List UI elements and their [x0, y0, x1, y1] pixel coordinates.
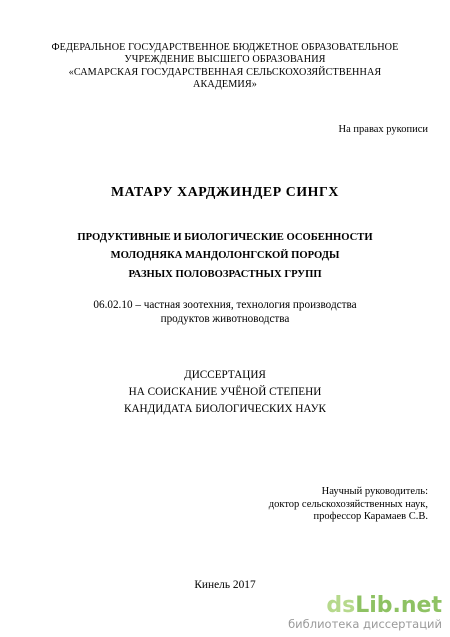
watermark-logo [288, 595, 442, 617]
institution-line: ФЕДЕРАЛЬНОЕ ГОСУДАРСТВЕННОЕ БЮДЖЕТНОЕ ОБРАЗОВАТЕЛЬНОЕ [51, 42, 399, 53]
title-line: ПРОДУКТИВНЫЕ И БИОЛОГИЧЕСКИЕ ОСОБЕННОСТИ [77, 232, 373, 243]
watermark [288, 595, 442, 631]
supervisor-line: доктор сельскохозяйственных наук, [268, 498, 428, 510]
city-year: Кинель 2017 [194, 579, 256, 591]
supervisor-block [269, 486, 428, 524]
supervisor-line: Научный руководитель: [321, 486, 428, 497]
specialty-line: 06.02.10 – частная зоотехния, технология производства [93, 299, 357, 311]
title-line: РАЗНЫХ ПОЛОВОЗРАСТНЫХ ГРУПП [128, 268, 322, 280]
dissertation-degree [0, 367, 450, 418]
degree-line: КАНДИДАТА БИОЛОГИЧЕСКИХ НАУК [124, 403, 326, 415]
specialty-line: продуктов животноводства [160, 312, 290, 325]
dissertation-title [0, 229, 450, 284]
institution-line: «САМАРСКАЯ ГОСУДАРСТВЕННАЯ СЕЛЬСКОХОЗЯЙСТВЕННАЯ [68, 66, 382, 78]
institution-line: АКАДЕМИЯ» [193, 78, 257, 90]
watermark-subtitle: библиотека диссертаций [288, 617, 442, 631]
specialty [0, 299, 450, 326]
rights-notice: На правах рукописи [338, 124, 428, 135]
watermark-logo-ds: ds [326, 593, 356, 618]
author-name: МАТАРУ ХАРДЖИНДЕР СИНГХ [111, 184, 339, 199]
watermark-logo-lib: Lib.net [355, 593, 442, 618]
title-line: МОЛОДНЯКА МАНДОЛОНГСКОЙ ПОРОДЫ [110, 250, 340, 262]
degree-line: ДИССЕРТАЦИЯ [184, 369, 266, 381]
institution-header [0, 42, 450, 91]
degree-line: НА СОИСКАНИЕ УЧЁНОЙ СТЕПЕНИ [128, 386, 322, 398]
institution-line: УЧРЕЖДЕНИЕ ВЫСШЕГО ОБРАЗОВАНИЯ [124, 54, 326, 66]
supervisor-line: профессор Карамаев С.В. [313, 511, 428, 523]
